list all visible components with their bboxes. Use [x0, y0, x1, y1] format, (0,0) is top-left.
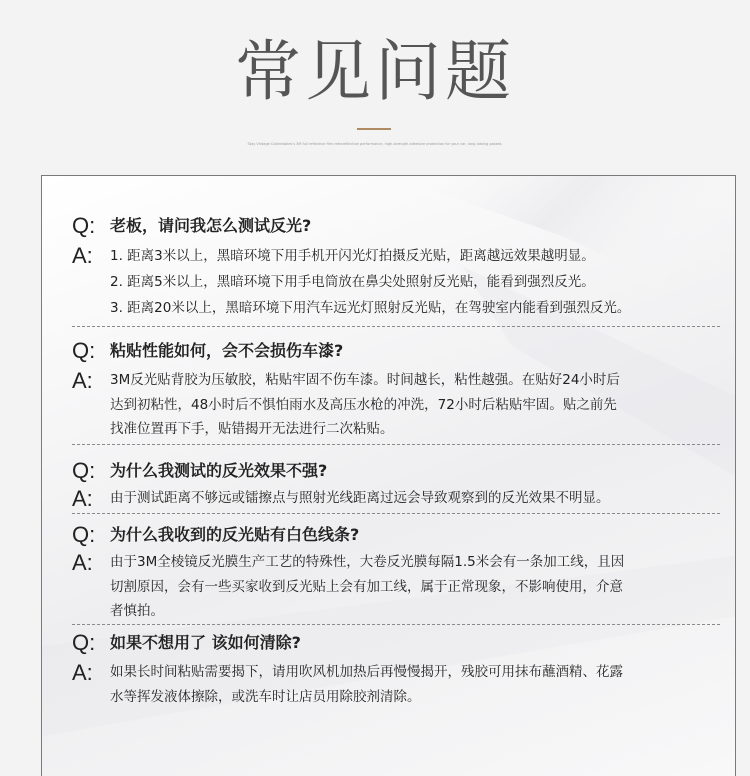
faq-item: [72, 520, 712, 624]
answer-marker: A:: [72, 660, 93, 685]
faq-item: [72, 336, 712, 442]
question-row: [72, 628, 712, 658]
page-header: [0, 0, 750, 175]
answer-line: 3M反光贴背胶为压敏胶，粘贴牢固不伤车漆。时间越长，粘性越强。在贴好24小时后: [110, 372, 620, 388]
answer-line: 1. 距离3米以上，黑暗环境下用手机开闪光灯拍摄反光贴，距离越远效果越明显。: [110, 248, 595, 264]
question-marker: Q:: [72, 630, 96, 655]
faq-item: [72, 211, 712, 321]
answer-block: [72, 243, 712, 321]
question-marker: Q:: [72, 213, 96, 238]
faq-panel: [41, 175, 736, 776]
faq-divider: [72, 326, 720, 327]
faq-item: [72, 628, 712, 709]
answer-line: 如果长时间粘贴需要揭下，请用吹风机加热后再慢慢揭开，残胶可用抹布蘸酒精、花露: [110, 664, 623, 680]
faq-divider: [72, 444, 720, 445]
page-title: 常见问题: [235, 33, 515, 110]
title-underline: [357, 128, 391, 130]
question-row: [72, 520, 712, 550]
answer-line: 由于测试距离不够远或镭擦点与照射光线距离过远会导致观察到的反光效果不明显。: [110, 490, 610, 506]
answer-line: 达到初粘性，48小时后不惧怕雨水及高压水枪的冲洗，72小时后粘贴牢固。贴之前先: [110, 396, 617, 413]
faq-item: [72, 456, 712, 511]
question-marker: Q:: [72, 458, 96, 483]
page-subtitle: Stay Vintage Collectables's 3M full reflective film retroreflective performance, high-strength adhesive protection for your car, long lasting pasted.: [247, 142, 503, 146]
answer-line: 切割原因，会有一些买家收到反光贴上会有加工线，属于正常现象，不影响使用，介意: [110, 578, 623, 595]
answer-line: 水等挥发液体擦除，或洗车时让店员用除胶剂清除。: [110, 688, 421, 705]
question-marker: Q:: [72, 522, 96, 547]
answer-block: [72, 486, 712, 511]
answer-marker: A:: [72, 243, 93, 268]
faq-divider: [72, 513, 720, 514]
question-row: [72, 456, 712, 486]
faq-divider: [72, 624, 720, 625]
answer-line: 者慎拍。: [110, 603, 164, 619]
answer-line: 由于3M全棱镜反光膜生产工艺的特殊性，大卷反光膜每隔1.5米会有一条加工线，且因: [110, 554, 625, 570]
answer-line: 3. 距离20米以上，黑暗环境下用汽车远光灯照射反光贴，在驾驶室内能看到强烈反光。: [110, 300, 631, 316]
question-text: 为什么我收到的反光贴有白色线条?: [110, 525, 360, 544]
answer-marker: A:: [72, 486, 93, 511]
answer-block: [72, 368, 712, 442]
question-marker: Q:: [72, 338, 96, 363]
answer-block: [72, 660, 712, 709]
question-row: [72, 211, 712, 241]
question-text: 老板，请问我怎么测试反光?: [110, 216, 312, 235]
answer-line: 2. 距离5米以上，黑暗环境下用手电筒放在鼻尖处照射反光贴，能看到强烈反光。: [110, 274, 595, 290]
question-text: 为什么我测试的反光效果不强?: [110, 461, 328, 480]
answer-marker: A:: [72, 550, 93, 575]
question-row: [72, 336, 712, 366]
answer-block: [72, 550, 712, 624]
question-text: 粘贴性能如何，会不会损伤车漆?: [110, 341, 344, 360]
answer-marker: A:: [72, 368, 93, 393]
answer-line: 找准位置再下手，贴错揭开无法进行二次粘贴。: [110, 421, 394, 437]
question-text: 如果不想用了 该如何清除?: [110, 633, 301, 652]
